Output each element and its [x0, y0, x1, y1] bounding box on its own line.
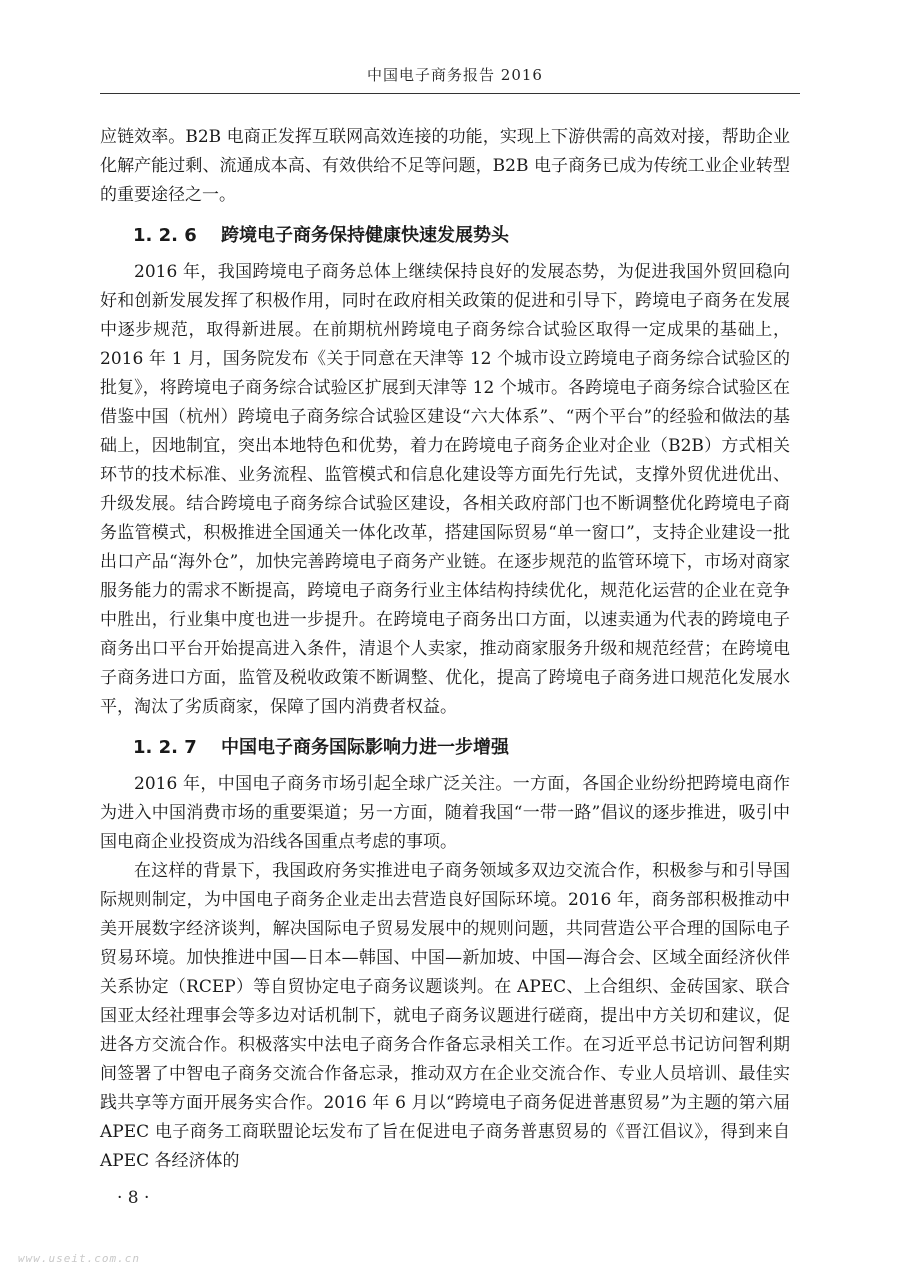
paragraph-continued: 应链效率。B2B 电商正发挥互联网高效连接的功能，实现上下游供需的高效对接，帮助企业化解产能过剩、流通成本高、有效供给不足等问题，B2B 电子商务已成为传统工业企业转型的重要途径之一。 [100, 127, 790, 205]
section-number: 1. 2. 7 [133, 737, 197, 758]
section-title: 中国电子商务国际影响力进一步增强 [221, 737, 509, 758]
section-heading-1-2-6 [100, 221, 790, 251]
section-number: 1. 2. 6 [133, 225, 197, 246]
paragraph: 在这样的背景下，我国政府务实推进电子商务领域多双边交流合作，积极参与和引导国际规则制定，为中国电子商务企业走出去营造良好国际环境。2016 年，商务部积极推动中美开展数字经济谈判，解决国际电子贸易发展中的规则问题，共同营造公平合理的国际电子贸易环境。加快推进中国—日本—韩国、中国—新加坡、中国—海合会、区域全面经济伙伴关系协定（RCEP）等自贸协定电子商务议题谈判。在 APEC、上合组织、金砖国家、联合国亚太经社理事会等多边对话机制下，就电子商务议题进行磋商，提出中方关切和建议，促进各方交流合作。积极落实中法电子商务合作备忘录相关工作。在习近平总书记访问智利期间签署了中智电子商务交流合作备忘录，推动双方在企业交流合作、专业人员培训、最佳实践共享等方面开展务实合作。2016 年 6 月以“跨境电子商务促进普惠贸易”为主题的第六届 APEC 电子商务工商联盟论坛发布了旨在促进电子商务普惠贸易的《晋江倡议》，得到来自 APEC 各经济体的 [100, 861, 790, 1171]
running-header: 中国电子商务报告 2016 [367, 66, 543, 84]
paragraph: 2016 年，我国跨境电子商务总体上继续保持良好的发展态势，为促进我国外贸回稳向好和创新发展发挥了积极作用，同时在政府相关政策的促进和引导下，跨境电子商务在发展中逐步规范，取得新进展。在前期杭州跨境电子商务综合试验区取得一定成果的基础上，2016 年 1 月，国务院发布《关于同意在天津等 12 个城市设立跨境电子商务综合试验区的批复》，将跨境电子商务综合试验区扩展到天津等 12 个城市。各跨境电子商务综合试验区在借鉴中国（杭州）跨境电子商务综合试验区建设“六大体系”、“两个平台”的经验和做法的基础上，因地制宜，突出本地特色和优势，着力在跨境电子商务企业对企业（B2B）方式相关环节的技术标准、业务流程、监管模式和信息化建设等方面先行先试，支撑外贸优进优出、升级发展。结合跨境电子商务综合试验区建设，各相关政府部门也不断调整优化跨境电子商务监管模式，积极推进全国通关一体化改革，搭建国际贸易“单一窗口”，支持企业建设一批出口产品“海外仓”，加快完善跨境电子商务产业链。在逐步规范的监管环境下，市场对商家服务能力的需求不断提高，跨境电子商务行业主体结构持续优化，规范化运营的企业在竞争中胜出，行业集中度也进一步提升。在跨境电子商务出口方面，以速卖通为代表的跨境电子商务出口平台开始提高进入条件，清退个人卖家，推动商家服务升级和规范经营；在跨境电子商务进口方面，监管及税收政策不断调整、优化，提高了跨境电子商务进口规范化发展水平，淘汰了劣质商家，保障了国内消费者权益。 [100, 262, 790, 717]
paragraph: 2016 年，中国电子商务市场引起全球广泛关注。一方面，各国企业纷纷把跨境电商作为进入中国消费市场的重要渠道；另一方面，随着我国“一带一路”倡议的逐步推进，吸引中国电商企业投资成为沿线各国重点考虑的事项。 [100, 774, 790, 852]
page-number: · 8 · [117, 1188, 150, 1208]
section-title: 跨境电子商务保持健康快速发展势头 [221, 225, 509, 246]
section-heading-1-2-7 [100, 733, 790, 763]
page-body [100, 123, 790, 1176]
header-rule [100, 93, 800, 94]
watermark: www.useit.com.cn [18, 1252, 140, 1265]
